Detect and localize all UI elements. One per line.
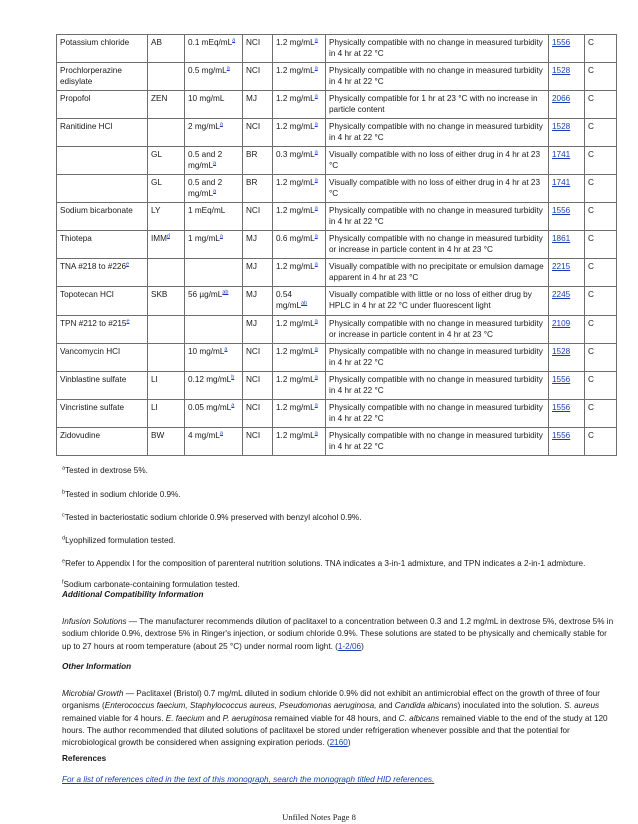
cell-drug: Zidovudine bbox=[57, 428, 148, 456]
cell-remarks: Physically compatible with no change in measured turbidity in 4 hr at 22 °C bbox=[326, 344, 549, 372]
cell-remarks: Visually compatible with little or no loss of either drug by HPLC in 4 hr at 22 °C under fluorescent light bbox=[326, 287, 549, 316]
reference-link-2160[interactable]: 2160 bbox=[329, 738, 348, 748]
footnote-marker[interactable]: a bbox=[219, 233, 223, 240]
cell-remarks: Physically compatible with no change in measured turbidity in 4 hr at 22 °C bbox=[326, 372, 549, 400]
infusion-lead: Infusion Solutions bbox=[62, 617, 127, 626]
footnote-marker[interactable]: a bbox=[224, 346, 228, 353]
cell-reference[interactable] bbox=[549, 287, 585, 316]
reference-link[interactable]: 2109 bbox=[552, 319, 571, 328]
cell-test-method: NCI bbox=[243, 400, 273, 428]
reference-link[interactable]: 1528 bbox=[552, 122, 571, 131]
cell-reference[interactable] bbox=[549, 91, 585, 119]
cell-result: C bbox=[585, 91, 617, 119]
cell-concentration: 0.5 and 2 $mg/mL^a$ bbox=[185, 147, 243, 175]
cell-drug: Vincristine sulfate bbox=[57, 400, 148, 428]
cell-paclitaxel-conc: 1.2 $mg/mL^a$ bbox=[273, 400, 326, 428]
cell-reference[interactable] bbox=[549, 35, 585, 63]
cell-manufacturer bbox=[148, 119, 185, 147]
cell-drug: Vinblastine sulfate bbox=[57, 372, 148, 400]
table-row bbox=[57, 35, 617, 63]
footnote-marker[interactable]: a bbox=[314, 65, 318, 72]
page-footer: Unfiled Notes Page 8 bbox=[282, 812, 356, 822]
footnote-b: $^b$Tested in sodium chloride 0.9%. bbox=[62, 489, 181, 499]
cell-paclitaxel-conc: 1.2 $mg/mL^a$ bbox=[273, 316, 326, 344]
footnote-marker[interactable]: a bbox=[314, 149, 318, 156]
cell-reference[interactable] bbox=[549, 147, 585, 175]
footnote-marker[interactable]: a bbox=[314, 121, 318, 128]
cell-paclitaxel-conc: 1.2 $mg/mL^a$ bbox=[273, 91, 326, 119]
cell-reference[interactable] bbox=[549, 175, 585, 203]
cell-concentration: 1 $mg/mL^a$ bbox=[185, 231, 243, 259]
cell-remarks: Physically compatible with no change in measured turbidity in 4 hr at 22 °C bbox=[326, 35, 549, 63]
cell-result: C bbox=[585, 35, 617, 63]
cell-remarks: Visually compatible with no loss of either drug in 4 hr at 23 °C bbox=[326, 147, 549, 175]
footnote-d: $^d$Lyophilized formulation tested. bbox=[62, 535, 176, 545]
cell-reference[interactable] bbox=[549, 428, 585, 456]
cell-drug: Vancomycin HCl bbox=[57, 344, 148, 372]
cell-reference[interactable] bbox=[549, 203, 585, 231]
footnote-marker[interactable]: a bbox=[314, 37, 318, 44]
cell-manufacturer: SKB bbox=[148, 287, 185, 316]
table-row bbox=[57, 400, 617, 428]
cell-test-method: BR bbox=[243, 175, 273, 203]
cell-result: C bbox=[585, 231, 617, 259]
footnote-marker[interactable]: d bbox=[166, 233, 170, 240]
cell-drug: Potassium chloride bbox=[57, 35, 148, 63]
footnote-marker[interactable]: a bbox=[314, 374, 318, 381]
footnote-marker[interactable]: a bbox=[314, 93, 318, 100]
cell-drug: Propofol bbox=[57, 91, 148, 119]
cell-remarks: Physically compatible with no change in measured turbidity or increase in particle content in 4 hr at 23 °C bbox=[326, 316, 549, 344]
reference-link[interactable]: 2245 bbox=[552, 290, 571, 299]
cell-paclitaxel-conc: 1.2 $mg/mL^a$ bbox=[273, 203, 326, 231]
cell-paclitaxel-conc: 1.2 $mg/mL^a$ bbox=[273, 344, 326, 372]
cell-paclitaxel-conc: 1.2 $mg/mL^a$ bbox=[273, 428, 326, 456]
cell-manufacturer bbox=[148, 344, 185, 372]
cell-manufacturer: IMM$^d$ bbox=[148, 231, 185, 259]
footnote-marker[interactable]: e bbox=[126, 261, 130, 268]
cell-remarks: Physically compatible with no change in measured turbidity or increase in particle content in 4 hr at 23 °C bbox=[326, 231, 549, 259]
reference-link[interactable]: 1556 bbox=[552, 431, 571, 440]
cell-manufacturer: LI bbox=[148, 372, 185, 400]
reference-link[interactable]: 1861 bbox=[552, 234, 571, 243]
table-row bbox=[57, 203, 617, 231]
reference-link[interactable]: 1528 bbox=[552, 347, 571, 356]
cell-test-method: NCI bbox=[243, 63, 273, 91]
cell-concentration: 0.5 and 2 $mg/mL^a$ bbox=[185, 175, 243, 203]
references-heading: References bbox=[62, 754, 107, 763]
cell-drug bbox=[57, 175, 148, 203]
footnote-marker[interactable]: a bbox=[314, 233, 318, 240]
footnote-marker[interactable]: a bbox=[213, 188, 217, 195]
cell-drug: TNA #218 to #226e bbox=[57, 259, 148, 287]
cell-concentration bbox=[185, 259, 243, 287]
cell-drug: Sodium bicarbonate bbox=[57, 203, 148, 231]
cell-result: C bbox=[585, 63, 617, 91]
table-row bbox=[57, 428, 617, 456]
compatibility-table bbox=[56, 34, 617, 456]
cell-test-method: NCI bbox=[243, 35, 273, 63]
cell-result: C bbox=[585, 259, 617, 287]
table-row bbox=[57, 91, 617, 119]
cell-drug bbox=[57, 147, 148, 175]
cell-remarks: Physically compatible for 1 hr at 23 °C with no increase in particle content bbox=[326, 91, 549, 119]
footnote-marker[interactable]: a bbox=[219, 121, 223, 128]
reference-link[interactable]: 1741 bbox=[552, 150, 571, 159]
cell-manufacturer: AB bbox=[148, 35, 185, 63]
reference-link[interactable]: 1556 bbox=[552, 38, 571, 47]
cell-test-method: NCI bbox=[243, 119, 273, 147]
cell-result: C bbox=[585, 287, 617, 316]
footnote-marker[interactable]: a bbox=[314, 177, 318, 184]
footnote-a: $^a$Tested in dextrose 5%. bbox=[62, 465, 148, 475]
cell-test-method: MJ bbox=[243, 231, 273, 259]
reference-link[interactable]: 1741 bbox=[552, 178, 571, 187]
cell-reference[interactable] bbox=[549, 400, 585, 428]
footnote-marker[interactable]: ab bbox=[222, 289, 229, 296]
table-row bbox=[57, 119, 617, 147]
cell-reference[interactable] bbox=[549, 372, 585, 400]
footnote-marker[interactable]: a bbox=[314, 346, 318, 353]
cell-test-method: MJ bbox=[243, 287, 273, 316]
cell-reference[interactable] bbox=[549, 259, 585, 287]
table-row bbox=[57, 147, 617, 175]
reference-link[interactable]: 2066 bbox=[552, 94, 571, 103]
cell-reference[interactable] bbox=[549, 316, 585, 344]
cell-concentration: 0.1 mEq/$mL^a$ bbox=[185, 35, 243, 63]
cell-manufacturer: LI bbox=[148, 400, 185, 428]
cell-manufacturer: BW bbox=[148, 428, 185, 456]
cell-test-method: NCI bbox=[243, 372, 273, 400]
footnote-marker[interactable]: a bbox=[213, 160, 217, 167]
other-info-heading: Other Information bbox=[62, 662, 132, 671]
cell-paclitaxel-conc: 0.3 $mg/mL^a$ bbox=[273, 147, 326, 175]
reference-link[interactable]: 1556 bbox=[552, 375, 571, 384]
footnote-marker[interactable]: a bbox=[314, 430, 318, 437]
cell-remarks: Physically compatible with no change in measured turbidity in 4 hr at 22 °C bbox=[326, 119, 549, 147]
cell-concentration: 56 $\mu g/mL^{ab}$ bbox=[185, 287, 243, 316]
table-row bbox=[57, 316, 617, 344]
cell-result: C bbox=[585, 428, 617, 456]
cell-reference[interactable] bbox=[549, 119, 585, 147]
cell-drug: Prochlorperazine edisylate bbox=[57, 63, 148, 91]
footnote-marker[interactable]: a bbox=[226, 65, 230, 72]
additional-heading: Additional Compatibility Information bbox=[62, 590, 204, 599]
cell-test-method: MJ bbox=[243, 91, 273, 119]
footnote-marker[interactable]: a bbox=[314, 318, 318, 325]
table-row bbox=[57, 344, 617, 372]
table-row bbox=[57, 175, 617, 203]
cell-paclitaxel-conc: 1.2 $mg/mL^a$ bbox=[273, 372, 326, 400]
cell-remarks: Physically compatible with no change in measured turbidity in 4 hr at 22 °C bbox=[326, 428, 549, 456]
cell-manufacturer bbox=[148, 63, 185, 91]
footnote-marker[interactable]: a bbox=[231, 402, 235, 409]
cell-concentration: 0.05 $mg/mL^a$ bbox=[185, 400, 243, 428]
footnote-marker[interactable]: ab bbox=[301, 300, 308, 307]
cell-manufacturer bbox=[148, 259, 185, 287]
cell-concentration: 2 $mg/mL^a$ bbox=[185, 119, 243, 147]
cell-result: C bbox=[585, 316, 617, 344]
footnote-marker[interactable]: a bbox=[314, 205, 318, 212]
footnote-c: $^c$Tested in bacteriostatic sodium chloride 0.9% preserved with benzyl alcohol 0.9%. bbox=[62, 512, 362, 522]
footnote-marker[interactable]: a bbox=[314, 402, 318, 409]
cell-drug: Thiotepa bbox=[57, 231, 148, 259]
footnote-marker[interactable]: a bbox=[219, 430, 223, 437]
cell-concentration: 10 $mg/mL^a$ bbox=[185, 344, 243, 372]
footnote-marker[interactable]: e bbox=[126, 318, 130, 325]
cell-remarks: Visually compatible with no precipitate or emulsion damage apparent in 4 hr at 23 °C bbox=[326, 259, 549, 287]
cell-paclitaxel-conc: 1.2 $mg/mL^a$ bbox=[273, 35, 326, 63]
cell-paclitaxel-conc: 1.2 $mg/mL^a$ bbox=[273, 119, 326, 147]
cell-result: C bbox=[585, 372, 617, 400]
table-row bbox=[57, 63, 617, 91]
microbial-growth-paragraph: Microbial Growth — Paclitaxel (Bristol) 0.7 mg/mL diluted in sodium chloride 0.9% did not exhibit an antimicrobial effect on the growth of three of four organisms (Enterococcus faecium, Staphylococcus aureus, Pseudomonas aeruginosa, and Candida albicans) inoculated into the solution. S. aureus remained viable for 4 hours. E. faecium and P. aeruginosa remained viable for 48 hours, and C. albicans remained viable to the end of the study at 120 hours. The author recommended that diluted solutions of paclitaxel be stored under refrigeration whenever possible and that the potential for microbiological growth be considered when assigning expiration periods. (2160) bbox=[62, 689, 608, 748]
cell-drug: Topotecan HCl bbox=[57, 287, 148, 316]
footnote-e: $^e$Refer to Appendix I for the composition of parenteral nutrition solutions. TNA indicates a 3-in-1 admixture, and TPN indicates a 2-in-1 admixture. bbox=[62, 558, 586, 568]
cell-result: C bbox=[585, 400, 617, 428]
cell-concentration: 0.5 $mg/mL^a$ bbox=[185, 63, 243, 91]
cell-paclitaxel-conc: 0.54 $mg/mL^{ab}$ bbox=[273, 287, 326, 316]
cell-result: C bbox=[585, 203, 617, 231]
table-row bbox=[57, 259, 617, 287]
reference-link[interactable]: 1528 bbox=[552, 66, 571, 75]
cell-manufacturer: GL bbox=[148, 175, 185, 203]
cell-concentration: 4 $mg/mL^a$ bbox=[185, 428, 243, 456]
cell-result: C bbox=[585, 147, 617, 175]
footnote-marker[interactable]: a bbox=[314, 261, 318, 268]
cell-test-method: NCI bbox=[243, 203, 273, 231]
cell-paclitaxel-conc: 0.6 $mg/mL^a$ bbox=[273, 231, 326, 259]
cell-manufacturer: ZEN bbox=[148, 91, 185, 119]
cell-remarks: Physically compatible with no change in measured turbidity in 4 hr at 22 °C bbox=[326, 203, 549, 231]
table-row bbox=[57, 287, 617, 316]
reference-link[interactable]: 1556 bbox=[552, 403, 571, 412]
footnote-marker[interactable]: a bbox=[232, 37, 236, 44]
cell-paclitaxel-conc: 1.2 $mg/mL^a$ bbox=[273, 175, 326, 203]
cell-result: C bbox=[585, 175, 617, 203]
cell-remarks: Visually compatible with no loss of either drug in 4 hr at 23 °C bbox=[326, 175, 549, 203]
cell-concentration bbox=[185, 316, 243, 344]
cell-remarks: Physically compatible with no change in measured turbidity in 4 hr at 22 °C bbox=[326, 63, 549, 91]
cell-concentration: 10 mg/mL bbox=[185, 91, 243, 119]
cell-concentration: 0.12 $mg/mL^b$ bbox=[185, 372, 243, 400]
footnote-f: $^f$Sodium carbonate-containing formulation tested. bbox=[62, 579, 240, 589]
reference-link-1-2-06[interactable]: 1-2/06 bbox=[337, 641, 362, 651]
footnote-marker[interactable]: b bbox=[231, 374, 235, 381]
cell-drug: TPN #212 to #215e bbox=[57, 316, 148, 344]
table-row bbox=[57, 372, 617, 400]
cell-test-method: NCI bbox=[243, 428, 273, 456]
reference-link[interactable]: 2215 bbox=[552, 262, 571, 271]
cell-paclitaxel-conc: 1.2 $mg/mL^a$ bbox=[273, 63, 326, 91]
cell-manufacturer bbox=[148, 316, 185, 344]
cell-concentration: 1 mEq/mL bbox=[185, 203, 243, 231]
cell-test-method: MJ bbox=[243, 316, 273, 344]
cell-test-method: MJ bbox=[243, 259, 273, 287]
cell-manufacturer: GL bbox=[148, 147, 185, 175]
infusion-solutions-paragraph: Infusion Solutions — The manufacturer recommends dilution of paclitaxel to a concentration between 0.3 and 1.2 mg/mL in dextrose 5%, dextrose 5% in sodium chloride 0.9%, dextrose 5% in Ringer's injection, or sodium chloride 0.9%. These solutions are stated to be physically and chemically stable for up to 27 hours at room temperature (about 25 °C) under normal room light. (1-2/06) bbox=[62, 617, 614, 651]
cell-test-method: BR bbox=[243, 147, 273, 175]
cell-reference[interactable] bbox=[549, 344, 585, 372]
cell-manufacturer: LY bbox=[148, 203, 185, 231]
cell-reference[interactable] bbox=[549, 231, 585, 259]
cell-result: C bbox=[585, 344, 617, 372]
cell-reference[interactable] bbox=[549, 63, 585, 91]
cell-result: C bbox=[585, 119, 617, 147]
cell-drug: Ranitidine HCl bbox=[57, 119, 148, 147]
references-search-link[interactable]: For a list of references cited in the text of this monograph, search the monograph titled HID references. bbox=[62, 775, 435, 784]
table-row bbox=[57, 231, 617, 259]
cell-test-method: NCI bbox=[243, 344, 273, 372]
reference-link[interactable]: 1556 bbox=[552, 206, 571, 215]
cell-remarks: Physically compatible with no change in measured turbidity in 4 hr at 22 °C bbox=[326, 400, 549, 428]
cell-paclitaxel-conc: 1.2 $mg/mL^a$ bbox=[273, 259, 326, 287]
